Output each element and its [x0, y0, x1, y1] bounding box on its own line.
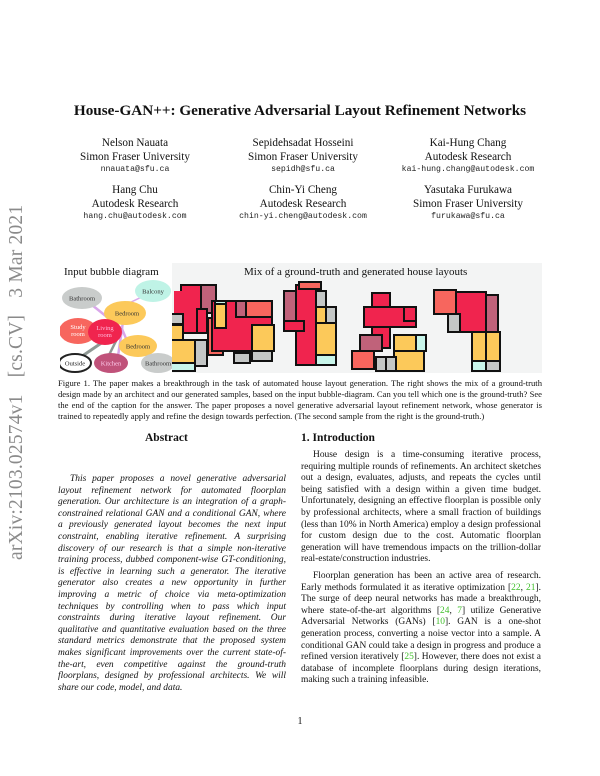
- author-affiliation: Autodesk Research: [259, 197, 347, 210]
- bubble-label: Balcony: [142, 288, 164, 296]
- author-email[interactable]: nnauata@sfu.ca: [100, 165, 170, 174]
- text-run: ,: [449, 605, 458, 616]
- author-affiliation: Simon Fraser University: [247, 150, 358, 163]
- bubble-label: room: [71, 331, 85, 338]
- text-run: ] utilize Generative Adversarial Networks (GANs) [: [301, 605, 541, 628]
- author-3: [378, 137, 558, 176]
- text-run: ,: [520, 582, 527, 593]
- abstract-body: [58, 474, 286, 694]
- introduction-heading: 1. Introduction: [301, 432, 375, 444]
- floorplan-5: [434, 290, 500, 371]
- text-run: Floorplan generation has been an active area of research. Early methods formulated it as iterative optimization [: [301, 570, 541, 593]
- author-affiliation: Autodesk Research: [91, 197, 179, 210]
- author-name: Nelson Nauata: [101, 137, 169, 149]
- author-email[interactable]: furukawa@sfu.ca: [431, 212, 505, 221]
- arxiv-stamp: [6, 193, 28, 560]
- arxiv-id: arXiv:2103.02574v1: [6, 394, 27, 560]
- author-name: Sepidehsadat Hosseini: [252, 137, 354, 149]
- bubble-label: Bathroom: [145, 360, 171, 368]
- bubble-diagram-label: Input bubble diagram: [64, 266, 159, 278]
- layouts-label: Mix of a ground-truth and generated house layouts: [244, 266, 468, 278]
- bubble-label: Study: [70, 324, 86, 331]
- author-affiliation: Simon Fraser University: [412, 197, 523, 210]
- page-number: 1: [297, 716, 303, 727]
- citation-link[interactable]: 24: [440, 605, 450, 616]
- bubble-label: Bedroom: [125, 343, 151, 351]
- intro-paragraph-2: [301, 571, 541, 687]
- layouts-graphic: [172, 263, 542, 373]
- author-name: Hang Chu: [112, 184, 158, 196]
- author-email[interactable]: kai-hung.chang@autodesk.com: [401, 165, 535, 174]
- floorplan-4: [352, 293, 426, 371]
- text-run: ]. The surge of deep neural networks has made a breakthrough, where state-of-the-art algorithms [: [301, 582, 541, 616]
- author-email[interactable]: hang.chu@autodesk.com: [83, 212, 187, 221]
- figure-caption: Figure 1. The paper makes a breakthrough in the task of automated house layout generation. The right shows the mix of a ground-truth design made by an architect and our generated samples, based on the input bubble-diagram. Can you tell which one is the ground-truth? See the end of the caption for the answer. The paper proposes a novel generative adversarial layout refinement network, whose generator is trained to repeatedly apply and refine the design towards perfection. (The second sample from the right is the ground-truth.): [58, 378, 542, 421]
- author-affiliation: Simon Fraser University: [79, 150, 190, 163]
- author-2: [218, 137, 388, 176]
- text-run: ]. However, there does not exist a database of incomplete floorplans during design iterations, making such a training infeasible.: [301, 652, 541, 686]
- author-4: [50, 184, 220, 223]
- bubble-label: Bathroom: [69, 295, 95, 303]
- author-1: [50, 137, 220, 176]
- text-run: ]. GAN is a one-shot generation process, converting a noise vector into a sample. A conditional GAN could take a design in progress and produce a refined version iteratively [: [301, 617, 541, 663]
- citation-link[interactable]: 25: [404, 652, 414, 663]
- bubble-diagram-panel: [60, 263, 172, 373]
- author-5: [218, 184, 388, 223]
- author-affiliation: Autodesk Research: [424, 150, 512, 163]
- citation-link[interactable]: 21: [526, 582, 536, 593]
- bubble-label: Outside: [64, 360, 86, 368]
- author-name: Yasutaka Furukawa: [423, 184, 513, 196]
- bubble-diagram-graphic: [60, 263, 172, 373]
- citation-link[interactable]: 10: [435, 617, 445, 628]
- layouts-panel: [172, 263, 542, 373]
- bubble-label: room: [98, 332, 112, 339]
- bubble-label: Kitchen: [100, 360, 122, 368]
- citation-link[interactable]: 22: [511, 582, 521, 593]
- paper-title: House-GAN++: Generative Adversarial Layout Refinement Networks: [73, 102, 527, 119]
- author-email[interactable]: sepidh@sfu.ca: [271, 165, 335, 174]
- bubble-label: Bedroom: [114, 310, 140, 318]
- floorplan-3: [284, 282, 336, 365]
- citation-link[interactable]: 7: [457, 605, 462, 616]
- author-name: Kai-Hung Chang: [429, 137, 507, 149]
- author-name: Chin-Yi Cheng: [268, 184, 338, 196]
- author-6: [378, 184, 558, 223]
- introduction-body: [301, 450, 541, 692]
- bubble-label: Living: [96, 325, 114, 332]
- author-email[interactable]: chin-yi.cheng@autodesk.com: [239, 212, 367, 221]
- abstract-heading: Abstract: [145, 432, 188, 444]
- arxiv-date: 3 Mar 2021: [6, 204, 27, 298]
- arxiv-category: [cs.CV]: [6, 314, 27, 378]
- abstract-text: This paper proposes a novel generative adversarial layout refinement network for automated floorplan generation. Our architecture is an integration of a graph-constrained relational GAN and a conditional GAN, where a previously generated layout becomes the next input constraint, enabling iterative refinement. A surprising discovery of our research is that a simple non-iterative training process, dubbed component-wise GT-conditioning, is effective in learning such a generator. The iterative generator also creates a new opportunity in further improving a metric of choice via meta-optimization techniques by controlling when to pass which input constraints during iterative layout refinement. Our qualitative and quantitative evaluation based on the three standard metrics demonstrate that the proposed system makes significant improvements over the current state-of-the-art, even competitive against the ground-truth floorplans, designed by professional architects. We will share our code, model, and data.: [58, 474, 286, 693]
- intro-paragraph-1: House design is a time-consuming iterative process, requiring multiple rounds of refinements. An architect sketches out a design, evaluates, adjusts, and repeats the cycles until being satisfied with a design within a given time budget. Unfortunately, designing an effective floorplan is possible only by professional architects, where a small fraction of buildings (less than 10% in North America) employ a design professional for custom design due to the cost. Automatic floorplan generation will have tremendous impacts on the trillion-dollar real-estate/construction industries.: [301, 450, 541, 565]
